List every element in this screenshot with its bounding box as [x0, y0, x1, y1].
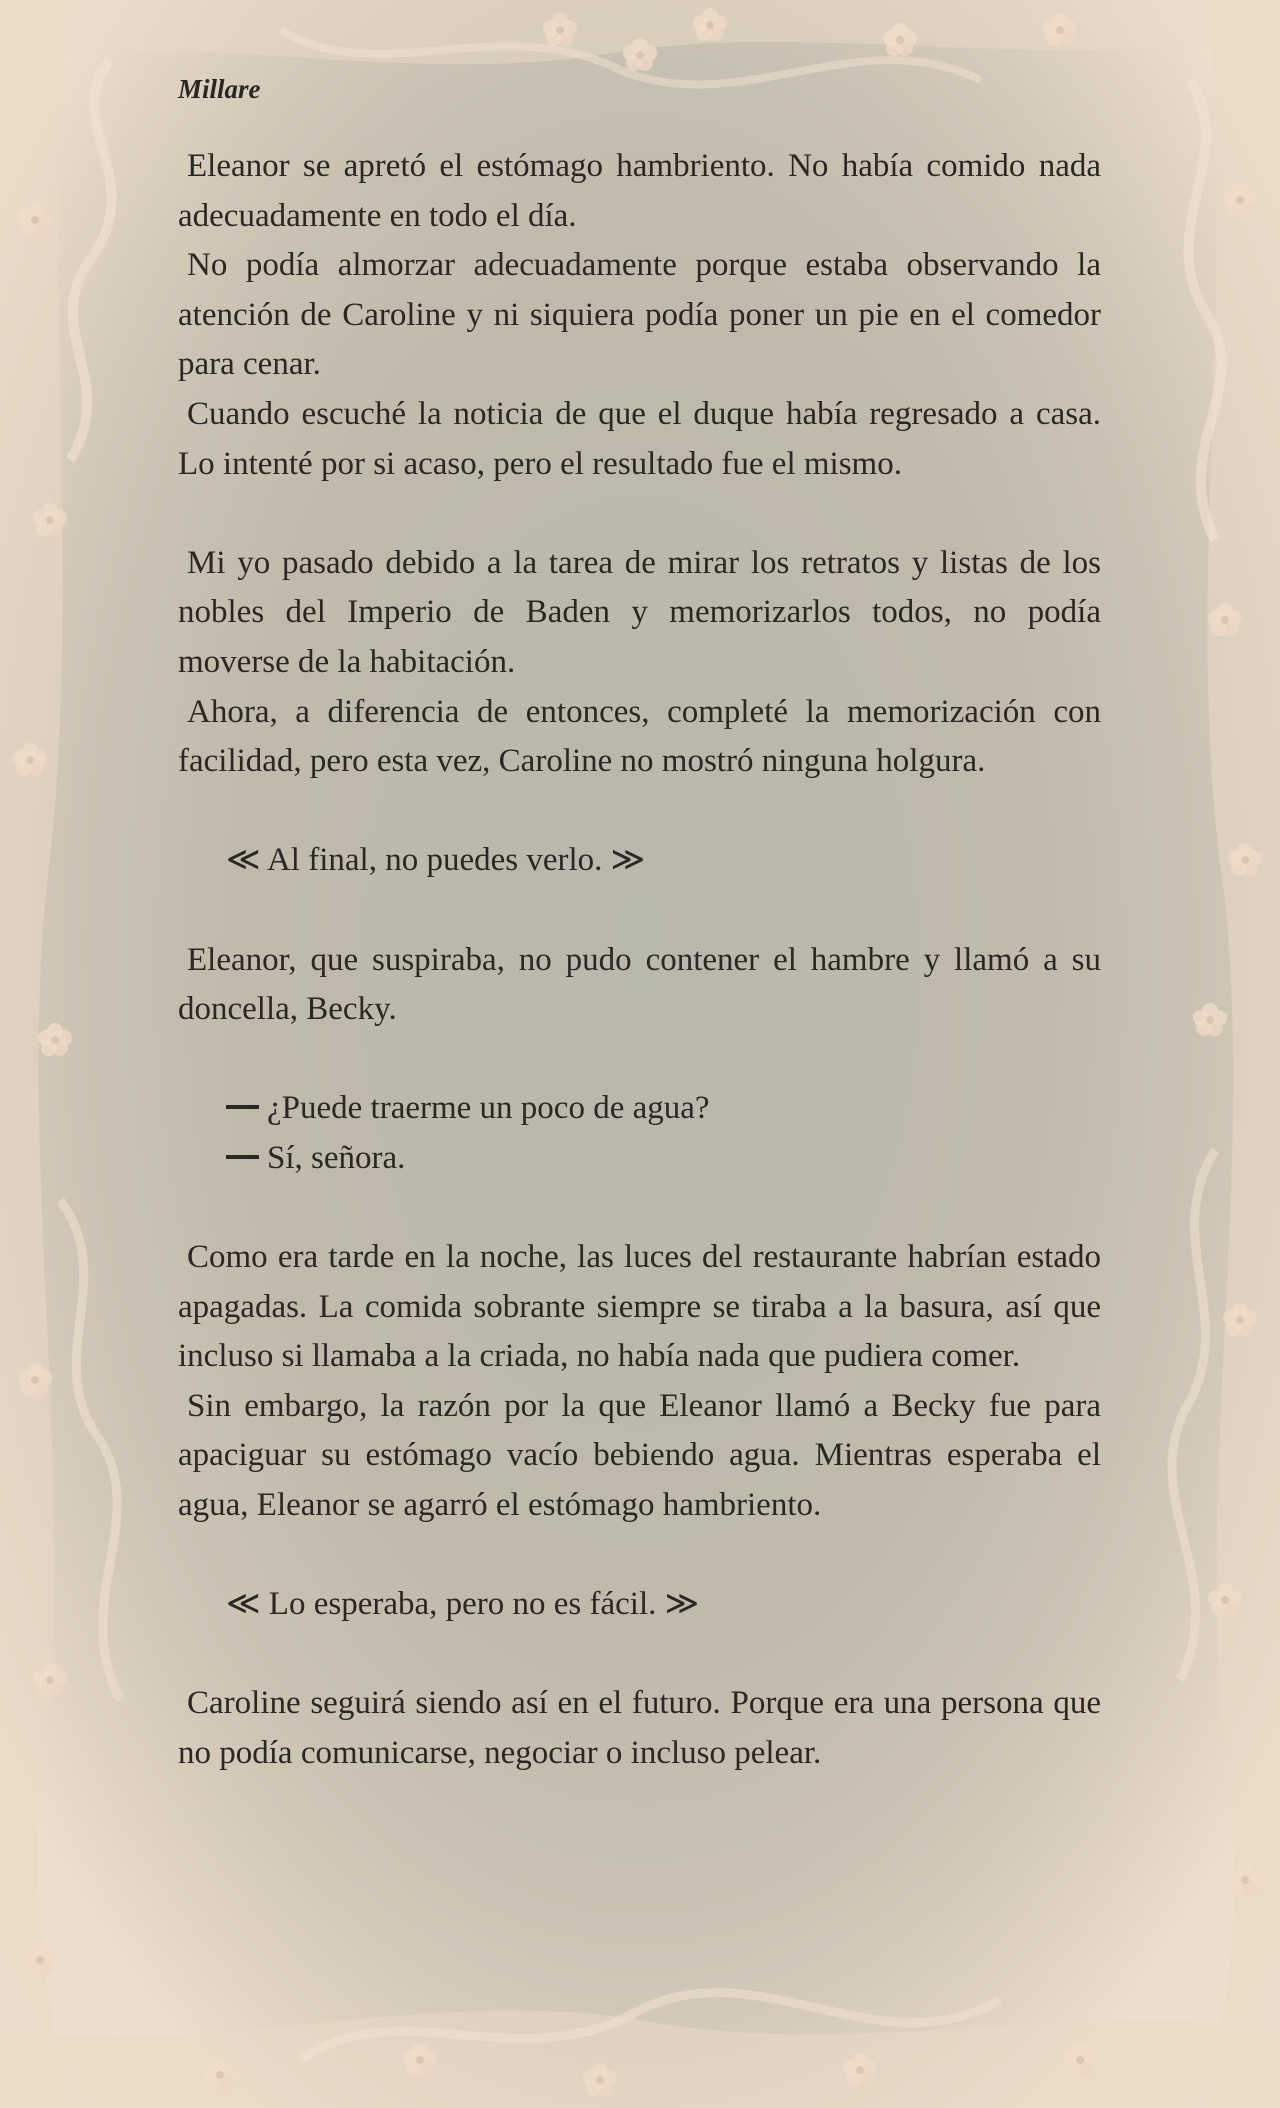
paragraph-gap — [178, 1531, 1101, 1581]
dialogue-text: Sí, señora. — [267, 1139, 406, 1176]
dialogue-line — [178, 1084, 1101, 1134]
dialogue-line — [178, 1134, 1101, 1184]
paragraph: Caroline seguirá siendo así en el futuro. Porque era una persona que no podía comunicarse, negociar o incluso pelear. — [178, 1685, 1101, 1771]
dialogue-text: ¿Puede traerme un poco de agua? — [267, 1090, 710, 1127]
header-label: Millare — [178, 74, 261, 104]
paragraph: No podía almorzar adecuadamente porque estaba observando la atención de Caroline y ni siquiera podía poner un pie en el comedor para cenar. — [178, 247, 1101, 383]
paragraph-gap — [178, 886, 1101, 936]
text-body — [178, 142, 1101, 1779]
paragraph-gap — [178, 1183, 1101, 1233]
paragraph: Cuando escuché la noticia de que el duque había regresado a casa. Lo intenté por si acaso, pero el resultado fue el mismo. — [178, 395, 1101, 482]
em-dash-mark — [226, 1155, 259, 1159]
paragraph: Mi yo pasado debido a la tarea de mirar los retratos y listas de los nobles del Imperio de Baden y memorizarlos todos, no podía moverse de la habitación. — [178, 544, 1101, 680]
paragraph-gap — [178, 489, 1101, 539]
thought-quote: ≪ Lo esperaba, pero no es fácil. ≫ — [226, 1586, 700, 1623]
paragraph: Ahora, a diferencia de entonces, completé la memorización con facilidad, pero esta vez, Caroline no mostró ninguna holgura. — [178, 693, 1101, 780]
paragraph-gap — [178, 1630, 1101, 1680]
thought-quote: ≪ Al final, no puedes verlo. ≫ — [226, 842, 646, 879]
paragraph: Sin embargo, la razón por la que Eleanor llamó a Becky fue para apaciguar su estómago vacío bebiendo agua. Mientras esperaba el agua, Eleanor se agarró el estómago hambriento. — [178, 1387, 1101, 1524]
paragraph: Como era tarde en la noche, las luces del restaurante habrían estado apagadas. La comida sobrante siempre se tiraba a la basura, así que incluso si llamaba a la criada, no había nada que pudiera comer. — [178, 1239, 1101, 1375]
paragraph-gap — [178, 787, 1101, 837]
paragraph: Eleanor se apretó el estómago hambriento. No había comido nada adecuadamente en todo el día. — [178, 148, 1101, 234]
paragraph-gap — [178, 1035, 1101, 1085]
paragraph: Eleanor, que suspiraba, no pudo contener el hambre y llamó a su doncella, Becky. — [178, 941, 1101, 1028]
em-dash-mark — [226, 1105, 259, 1109]
